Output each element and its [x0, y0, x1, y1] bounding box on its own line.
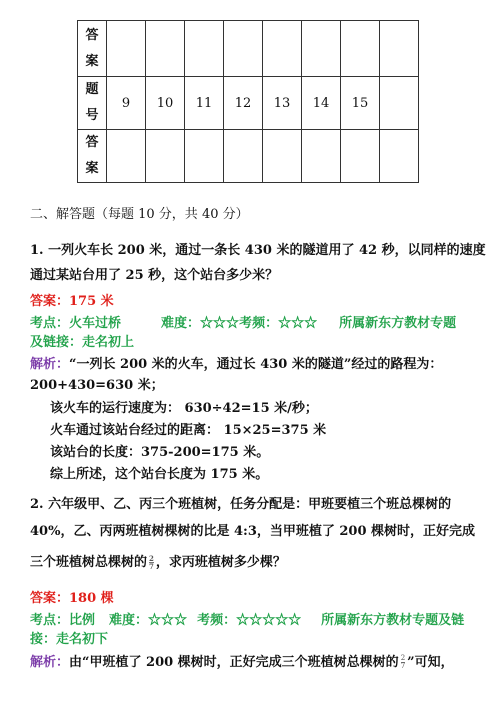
q1-answer	[30, 292, 114, 312]
q2-text-line-2: 40%，乙、丙两班植树棵树的比是 4:3，当甲班植了 200 棵树时，正好完成	[30, 524, 476, 539]
q2-answer	[30, 589, 114, 609]
q1-frequency-stars: ☆☆☆	[278, 316, 318, 331]
answer-cell[interactable]	[302, 21, 341, 77]
answer-cell[interactable]	[380, 130, 419, 183]
q1-topic-line-2: 及链接：走名初上	[30, 335, 135, 350]
answer-cell[interactable]	[341, 21, 380, 77]
q2-topic-line-2: 接：走名初下	[30, 632, 109, 647]
q1-frequency-label: 考频：	[239, 316, 279, 331]
answer-cell[interactable]	[263, 130, 302, 183]
answer-grid	[77, 20, 419, 183]
q2-difficulty-label: 难度：	[109, 613, 149, 628]
number-row	[78, 77, 419, 130]
q2-analysis-text-end: ”可知，	[407, 655, 454, 670]
answer-cell[interactable]	[302, 130, 341, 183]
question-number: 12	[224, 77, 263, 130]
q1-text-line-2: 通过某站台用了 25 秒，这个站台多少米？	[30, 268, 279, 283]
fraction-numerator: 2	[400, 654, 406, 662]
answer-cell[interactable]	[107, 130, 146, 183]
q1-difficulty-stars: ☆☆☆	[200, 316, 240, 331]
answer-cell[interactable]	[380, 21, 419, 77]
q1-answer-label: 答案：	[30, 294, 70, 309]
answer-cell[interactable]	[224, 21, 263, 77]
q1-point-value: 火车过桥	[69, 316, 122, 331]
q2-text-line-3-start: 三个班植树总棵树的	[30, 555, 148, 570]
q2-meta	[30, 611, 464, 631]
q1-answer-value: 175 米	[69, 294, 114, 309]
answer-cell[interactable]	[146, 21, 185, 77]
q2-text-line-3-end: ，求丙班植树多少棵？	[155, 555, 286, 570]
question-number: 13	[263, 77, 302, 130]
section-title: 二、解答题（每题 10 分，共 40 分）	[30, 207, 249, 222]
q1-point-label: 考点：	[30, 316, 70, 331]
number-row-label: 题 号	[78, 77, 107, 130]
answer-cell[interactable]	[185, 130, 224, 183]
q2-topic-line-1: 所属新东方教材专题及链	[321, 613, 465, 628]
q2-text-line-3	[30, 553, 286, 573]
question-number: 15	[341, 77, 380, 130]
fraction-numerator: 2	[149, 554, 154, 563]
question-number: 10	[146, 77, 185, 130]
q1-text-line-1: 1. 一列火车长 200 米，通过一条长 430 米的隧道用了 42 秒，以同样的速度	[30, 243, 486, 258]
fraction-denominator: 7	[149, 562, 154, 571]
q2-frequency-label: 考频：	[197, 613, 237, 628]
q1-topic-line-1: 所属新东方教材专题	[339, 316, 457, 331]
q2-point-label: 考点：	[30, 613, 70, 628]
q2-analysis-line-1	[30, 653, 454, 673]
answer-cell[interactable]	[341, 130, 380, 183]
q1-meta	[30, 314, 456, 334]
q2-point-value: 比例	[69, 613, 96, 628]
question-number: 11	[185, 77, 224, 130]
answer-cell[interactable]	[107, 21, 146, 77]
q2-text-line-1: 2. 六年级甲、乙、丙三个班植树，任务分配是：甲班要植三个班总棵树的	[30, 497, 452, 512]
q1-analysis-line-5: 该站台的长度：375-200=175 米。	[50, 445, 270, 460]
q1-analysis-line-1	[30, 355, 442, 375]
q2-frequency-stars: ☆☆☆☆☆	[236, 613, 302, 628]
q1-analysis-label: 解析：	[30, 357, 70, 372]
q1-analysis-line-2: 200+430=630 米；	[30, 378, 164, 393]
q2-analysis-text-start: 由“甲班植了 200 棵树时，正好完成三个班植树总棵树的	[69, 655, 399, 670]
q2-answer-value: 180 棵	[69, 591, 114, 606]
answer-row-label: 答 案	[78, 21, 107, 77]
answer-cell[interactable]	[185, 21, 224, 77]
answer-row	[78, 21, 419, 77]
answer-cell[interactable]	[224, 130, 263, 183]
q2-difficulty-stars: ☆☆☆	[148, 613, 188, 628]
fraction-two-sevenths	[149, 555, 154, 570]
q1-analysis-line-6: 综上所述，这个站台长度为 175 米。	[50, 467, 269, 482]
q1-difficulty-label: 难度：	[161, 316, 201, 331]
q1-analysis-text: “一列长 200 米的火车，通过长 430 米的隧道”经过的路程为：	[69, 357, 443, 372]
fraction-two-sevenths	[401, 655, 405, 670]
q2-answer-label: 答案：	[30, 591, 70, 606]
q2-analysis-label: 解析：	[30, 655, 70, 670]
q1-analysis-line-4: 火车通过该站台经过的距离： 15×25=375 米	[50, 423, 327, 438]
answer-row	[78, 130, 419, 183]
fraction-denominator: 7	[400, 662, 406, 670]
question-number: 14	[302, 77, 341, 130]
question-number	[380, 77, 419, 130]
answer-row-label: 答 案	[78, 130, 107, 183]
q1-analysis-line-3: 该火车的运行速度为： 630÷42=15 米/秒；	[50, 401, 318, 416]
question-number: 9	[107, 77, 146, 130]
answer-cell[interactable]	[263, 21, 302, 77]
answer-cell[interactable]	[146, 130, 185, 183]
